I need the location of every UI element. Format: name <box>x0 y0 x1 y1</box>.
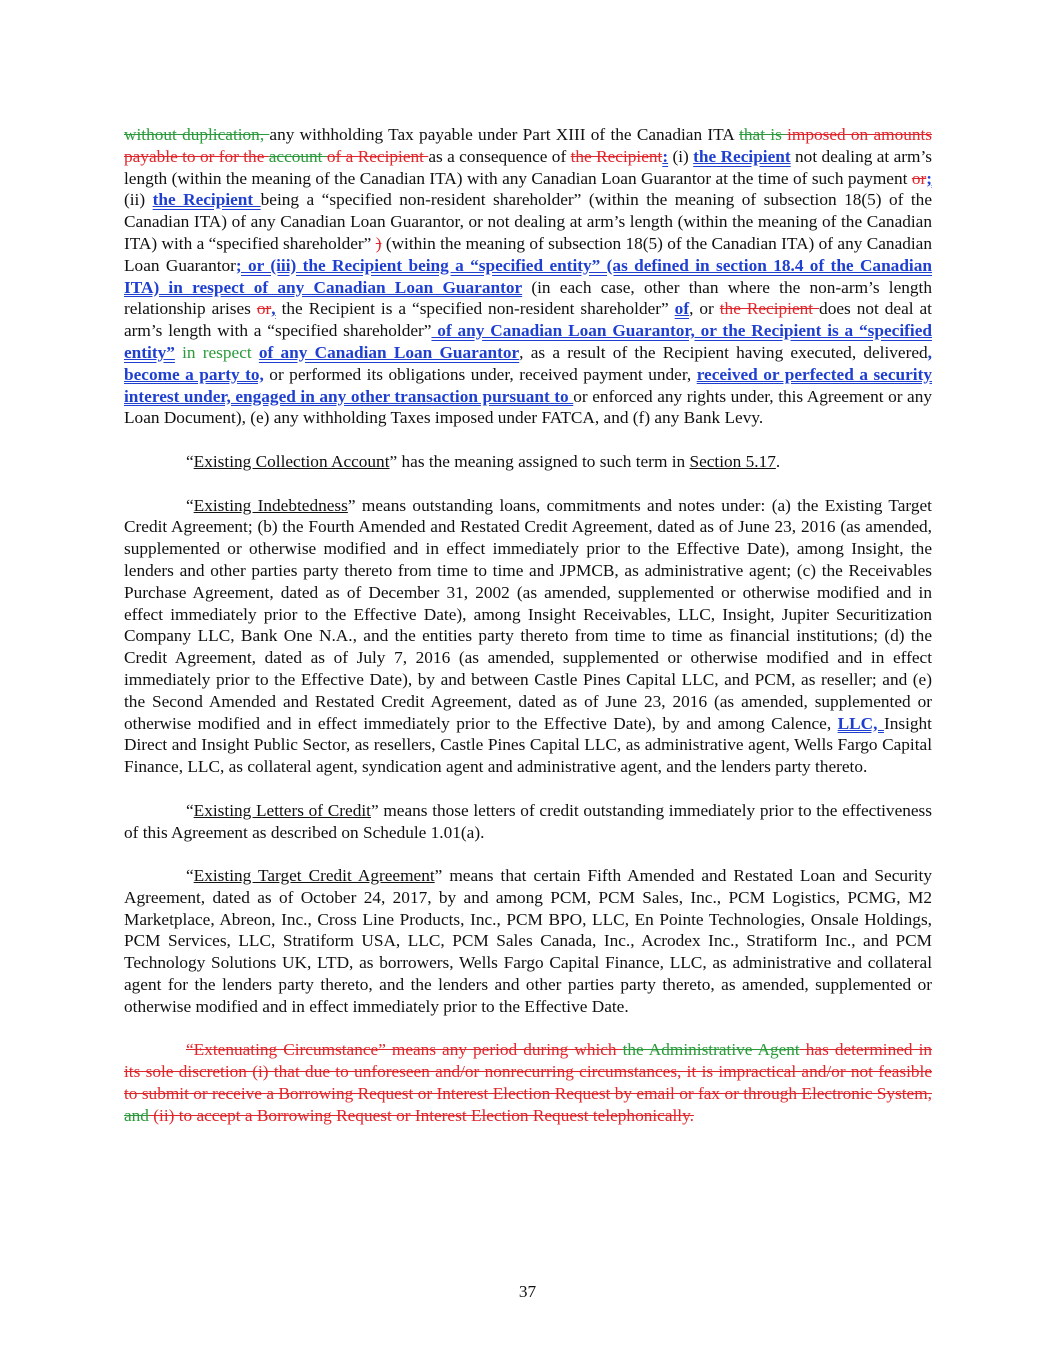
inserted-text: of <box>674 299 690 319</box>
text-run: (i) <box>668 146 694 166</box>
text-run: ” has the meaning assigned to such term in <box>389 451 690 471</box>
inserted-text: received or perfected a security interest under, engaged in any other transaction pursuant to <box>124 364 933 406</box>
inserted-text: the Recipient <box>152 190 261 210</box>
text-run: . <box>775 451 781 471</box>
paragraph-withholding-tax <box>124 124 932 429</box>
text-run: any withholding Tax payable under Part XIII of the Canadian ITA <box>269 125 740 144</box>
text-run: , or <box>689 299 720 319</box>
text-run: “ <box>186 451 194 471</box>
inserted-text: : <box>662 146 669 166</box>
deleted-text: or <box>911 168 927 188</box>
inserted-text: , become a party to, <box>124 342 932 384</box>
moved-deleted-text: and <box>124 1105 149 1125</box>
paragraph-extenuating-circumstance-deleted <box>124 1039 932 1126</box>
page-number: 37 <box>518 1282 537 1301</box>
deleted-text: the Recipient <box>719 299 820 319</box>
moved-deleted-text: without duplication, <box>124 125 270 144</box>
moved-deleted-text: account <box>268 146 327 166</box>
deleted-text: “Extenuating Circumstance” means any period during which <box>186 1040 623 1060</box>
text-run: does not deal at arm’s length with a “specified shareholder” <box>124 299 932 341</box>
document-page <box>124 124 932 1127</box>
defined-term: Section 5.17 <box>689 451 776 471</box>
text-run: “ <box>186 495 194 515</box>
inserted-text: LLC, <box>837 713 884 733</box>
defined-term: Existing Target Credit Agreement <box>193 866 435 886</box>
text-run: ” means those letters of credit outstanding immediately prior to the effectiveness of this Agreement as described on Schedule 1.01(a). <box>124 800 932 842</box>
moved-deleted-text: the Administrative Agent <box>622 1040 800 1060</box>
defined-term: Existing Letters of Credit <box>193 800 371 820</box>
inserted-text: , <box>271 299 276 319</box>
deleted-text: has determined in its sole discretion (i) that due to unforeseen and/or nonrecurring circumstances, it is impractical and/or not feasible to submit or receive a Borrowing Request or Interest Election Request by email or fax or through Electronic System, <box>124 1040 933 1104</box>
text-run: ” means that certain Fifth Amended and Restated Loan and Security Agreement, dated as of October 24, 2017, by and among PCM, PCM Sales, Inc., PCM Logistics, PCMG, M2 Marketplace, Abreon, Inc., Cross Line Products, Inc., PCM BPO, LLC, En Pointe Technologies, Onsale Holdings, PCM Services, LLC, Stratiform USA, LLC, PCM Sales Canada, Inc., Acrodex Inc., Stratiform Inc., and PCM Technology Solutions UK, LTD, as borrowers, Wells Fargo Capital Finance, LLC, as administrative and collateral agent for the lenders party thereto, and the lenders and other parties party thereto, as amended, supplemented or otherwise modified and in effect immediately prior to the Effective Date. <box>124 866 932 1016</box>
deleted-text: (ii) to accept a Borrowing Request or Interest Election Request telephonically. <box>148 1105 694 1125</box>
text-run: “ <box>186 800 194 820</box>
paragraph-existing-letters-of-credit <box>124 800 932 844</box>
deleted-text: or <box>256 299 272 319</box>
inserted-text: of any Canadian Loan Guarantor, or the Recipient is a “specified entity” <box>124 321 932 362</box>
moved-deleted-text: that is <box>739 125 788 144</box>
text-run: Insight Direct and Insight Public Sector, as resellers, Castle Pines Capital LLC, as administrative agent, Wells Fargo Capital Finance, LLC, as collateral agent, syndication agent and administrative agent, and the lenders party thereto. <box>124 713 932 777</box>
deleted-text: imposed on amounts payable to or for the <box>124 125 933 166</box>
deleted-text: the Recipient <box>570 146 663 166</box>
paragraph-existing-collection-account <box>124 451 932 473</box>
text-run: (in each case, other than where the non-arm’s length relationship arises <box>124 277 932 319</box>
paragraph-existing-target-credit-agreement <box>124 865 932 1018</box>
text-run: “ <box>186 866 194 886</box>
text-run: , as a result of the Recipient having executed, delivered <box>519 342 928 362</box>
text-run: (within the meaning of subsection 18(5) of the Canadian ITA) of any Canadian Loan Guarantor <box>124 233 932 275</box>
text-run: the Recipient is a “specified non-resident shareholder” <box>275 299 675 319</box>
deleted-text: ) <box>375 233 382 253</box>
inserted-text: ; <box>926 168 932 188</box>
paragraph-existing-indebtedness <box>124 495 932 778</box>
inserted-text: the Recipient <box>693 146 791 166</box>
text-run: ” means outstanding loans, commitments and notes under: (a) the Existing Target Credit Agreement; (b) the Fourth Amended and Restated Credit Agreement, dated as of June 23, 2016 (as amended, supplemented or otherwise modified and in effect immediately prior to the Effective Date), among Insight, the lenders and other parties party thereto from time to time and JPMCB, as administrative agent; (c) the Receivables Purchase Agreement, dated as of December 31, 2002 (as amended, supplemented or otherwise modified and in effect immediately prior to the Effective Date), among Insight Receivables, LLC, Insight, Jupiter Securitization Company LLC, Bank One N.A., and the entities party thereto from time to time as financial institutions; (d) the Credit Agreement, dated as of July 7, 2016 (as amended, supplemented or otherwise modified and in effect immediately prior to the Effective Date), by and between Castle Pines Capital LLC, and PCM, as reseller; and (e) the Second Amended and Restated Credit Agreement, dated as of June 23, 2016 (as amended, supplemented or otherwise modified and in effect immediately prior to the Effective Date), by and among Calence, <box>124 495 932 733</box>
text-run: as a consequence of <box>428 146 571 166</box>
text-run: or enforced any rights under, this Agreement or any Loan Document), (e) any withholding Taxes imposed under FATCA, and (f) any Bank Levy. <box>124 386 932 428</box>
moved-text: in respect <box>174 342 259 362</box>
inserted-text: of any Canadian Loan Guarantor <box>258 342 520 362</box>
inserted-text: ; or (iii) the Recipient being a “specified entity” (as defined in section 18.4 of the Canadian ITA) in respect of any Canadian Loan Guarantor <box>124 255 932 297</box>
deleted-text: of a Recipient <box>326 146 429 166</box>
text-run: not dealing at arm’s length (within the meaning of the Canadian ITA) with any Canadian Loan Guarantor at the time of such payment <box>124 146 932 188</box>
text-run: being a “specified non-resident shareholder” (within the meaning of subsection 18(5) of the Canadian ITA) of any Canadian Loan Guarantor, or not dealing at arm’s length (within the meaning of the Canadian ITA) with a “specified shareholder” <box>124 190 932 253</box>
defined-term: Existing Indebtedness <box>193 495 348 515</box>
text-run: (ii) <box>124 190 153 210</box>
defined-term: Existing Collection Account <box>193 451 390 471</box>
text-run: or performed its obligations under, received payment under, <box>263 364 697 384</box>
